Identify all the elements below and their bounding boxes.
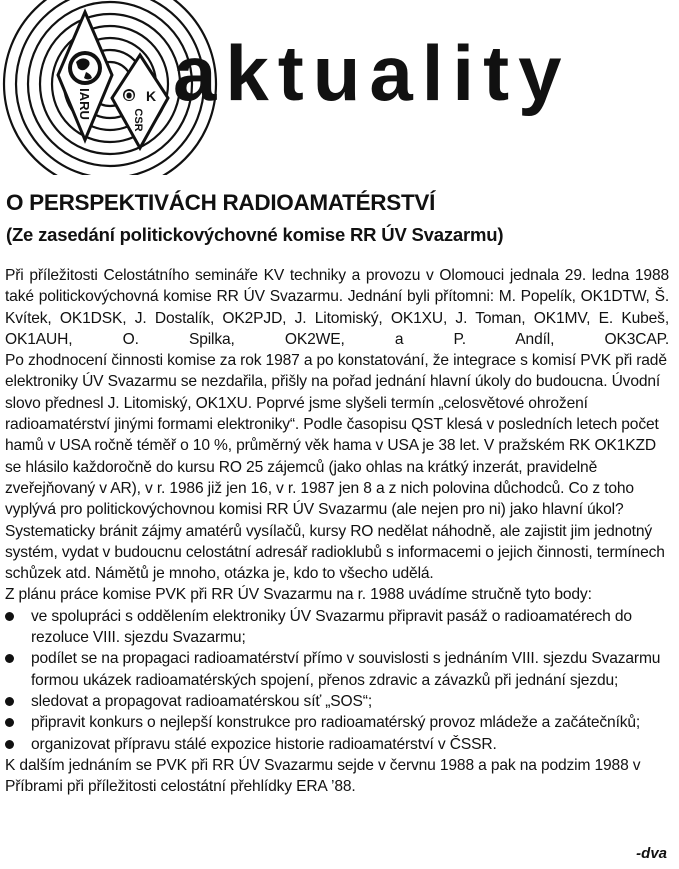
iaru-logo-text: IARU [77,88,92,120]
bullet-icon [5,740,14,749]
bullet-icon [5,612,14,621]
list-item: podílet se na propagaci radioamatérství přímo v souvislosti s jednáním VIII. sjezdu Svazarmu formou ukázek radioamatérských spojení, přenos zdravic a závazků při jednání sjezdu; [5,648,669,691]
list-item: ve spolupráci s oddělením elektroniky ÚV Svazarmu připravit pasáž o radioamatérech do rezoluce VIII. sjezdu Svazarmu; [5,606,669,649]
masthead [0,0,679,175]
ok-logo-k: K [145,88,157,104]
plan-list [5,606,669,755]
ok-logo-text: CSR [132,108,144,132]
list-item: připravit konkurs o nejlepší konstrukce pro radioamatérský provoz mládeže a začátečníků; [5,712,669,733]
bullet-icon [5,697,14,706]
paragraph-next-meeting: K dalším jednáním se PVK při RR ÚV Svazarmu sejde v červnu 1988 a pak na podzim 1988 v Příbrami při příležitosti celostátní přehlídky ERA ’88. [5,756,641,796]
paragraph-attendance: Při příležitosti Celostátního semináře KV techniky a provozu v Olomouci jednala 29. ledna 1988 také politickovýchovná komise RR ÚV Svazarmu. Jednání byli přítomni: M. Popelík, OK1DTW, Š. Kvítek, OK1DSK, J. Dostalík, OK2PJD, J. Litomiský, OK1XU, J. Toman, OK1MV, E. Kubeš, OK1AUH, O. Spilka, OK2WE, a P. Andíl, OK3CAP. [5,267,669,348]
list-item: organizovat přípravu stálé expozice historie radioamatérství v ČSSR. [5,734,669,755]
svg-text:O: O [124,88,135,103]
article-subtitle: (Ze zasedání politickovýchovné komise RR ÚV Svazarmu) [6,224,504,245]
author-signature: -dva [636,845,667,862]
bullet-icon [5,718,14,727]
list-item: sledovat a propagovat radioamatérskou síť „SOS“; [5,691,669,712]
masthead-title: aktuality [173,29,571,117]
paragraph-discussion: Po zhodnocení činnosti komise za rok 1987 a po konstatování, že integrace s komisí PVK při radě elektroniky ÚV Svazarmu se nezdařila, přišly na pořad jednání hlavní úkoly do budoucna. Úvodní slovo přednesl J. Litomiský, OK1XU. Poprvé jsme slyšeli termín „celosvětové ohrožení radioamatérství jinými formami elektroniky“. Podle časopisu QST klesá v posledních letech počet hamů v USA ročně téměř o 10 %, průměrný věk hama v USA je 38 let. V pražském RK OK1KZD se hlásilo každoročně do kursu RO 25 zájemců (jako ohlas na krátký inzerát, pravidelně zveřejňovaný v AR), v r. 1986 již jen 16, v r. 1987 jen 8 a z nich polovina důchodců. Co z toho vyplývá pro politickovýchovnou komisi RR ÚV Svazarmu (ale nejen pro ni) jako hlavní úkol? Systematicky bránit zájmy amatérů vysílačů, kursy RO nedělat náhodně, ale zajistit jim jednotný systém, vydat v budoucnu celostátní adresář radioklubů s informacemi o jejich činnosti, termínech schůzek atd. Námětů je mnoho, otázka je, kdo to všecho udělá. [5,352,667,583]
article-body [5,265,669,797]
masthead-graphic [0,0,679,175]
bullet-icon [5,654,14,663]
article-title: O PERSPEKTIVÁCH RADIOAMATÉRSTVÍ [6,190,436,215]
paragraph-plan-intro: Z plánu práce komise PVK při RR ÚV Svazarmu na r. 1988 uvádíme stručně tyto body: [5,586,592,604]
